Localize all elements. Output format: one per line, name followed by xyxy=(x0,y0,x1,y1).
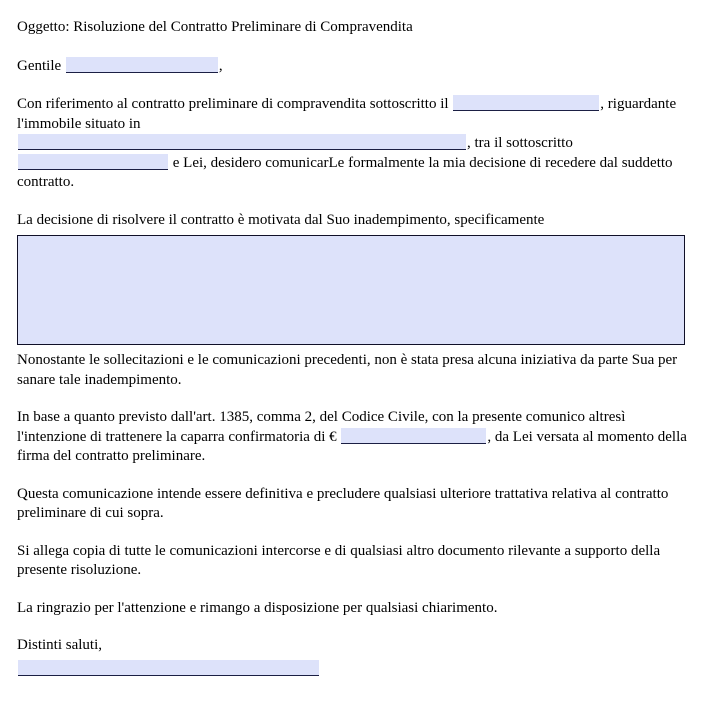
signature-line xyxy=(17,660,697,680)
spacer xyxy=(17,76,697,95)
reference-text-part5: e Lei, desidero comunicarLe formalmente la mia decisione di recedere dal suddetto contratto. xyxy=(17,154,673,190)
closing-line: Distinti saluti, xyxy=(17,637,103,653)
spacer xyxy=(17,524,697,542)
spacer xyxy=(17,581,697,599)
subject-line: Oggetto: Risoluzione del Contratto Preliminare di Compravendita xyxy=(17,19,413,35)
caparra-text-part2: , da Lei versata al momento della firma del contratto preliminare. xyxy=(17,428,687,464)
paragraph-allegati: Si allega copia di tutte le comunicazioni intercorse e di qualsiasi altro documento rilevante a supporto della presente risoluzione. xyxy=(17,542,661,578)
deposit-amount-field[interactable] xyxy=(341,428,486,444)
caparra-text-part1: In base a quanto previsto dall'art. 1385, comma 2, del Codice Civile, con la presente comunico altresì l'intenzione di trattenere la caparra confirmatoria di € xyxy=(17,409,626,445)
salutation-prefix-label: Gentile xyxy=(17,57,62,74)
spacer xyxy=(17,618,697,636)
spacer xyxy=(17,38,697,57)
reference-text-part1: Con riferimento al contratto preliminare di compravendita sottoscritto il xyxy=(17,96,449,112)
salutation-line xyxy=(17,57,697,77)
reference-text-part2: , xyxy=(600,96,605,112)
signature-field[interactable] xyxy=(18,660,319,676)
paragraph-sollecitazioni: Nonostante le sollecitazioni e le comunicazioni precedenti, non è stata presa alcuna iniziativa da parte Sua per sanare tale inadempimento. xyxy=(17,352,678,388)
reason-textarea[interactable] xyxy=(17,235,685,345)
recipient-name-field[interactable] xyxy=(66,57,218,73)
salutation-suffix-label: , xyxy=(218,57,223,74)
contract-date-field[interactable] xyxy=(453,95,599,111)
paragraph-ringraziamento: La ringrazio per l'attenzione e rimango a disposizione per qualsiasi chiarimento. xyxy=(17,599,498,616)
paragraph-reference xyxy=(17,95,697,193)
paragraph-definitiva: Questa comunicazione intende essere definitiva e precludere qualsiasi ulteriore trattativa relativa al contratto preliminare di cui sopra. xyxy=(17,485,669,521)
spacer xyxy=(17,467,697,485)
paragraph-reason-intro: La decisione di risolvere il contratto è motivata dal Suo inadempimento, specificamente xyxy=(17,211,545,228)
undersigned-party-field[interactable] xyxy=(18,154,168,170)
spacer xyxy=(17,390,697,408)
paragraph-caparra xyxy=(17,408,697,467)
property-address-field[interactable] xyxy=(18,134,466,150)
reference-text-part4: , tra il sottoscritto xyxy=(467,135,573,151)
reference-text-part3: riguardante l'immobile situato in xyxy=(17,96,677,132)
spacer xyxy=(17,193,697,211)
